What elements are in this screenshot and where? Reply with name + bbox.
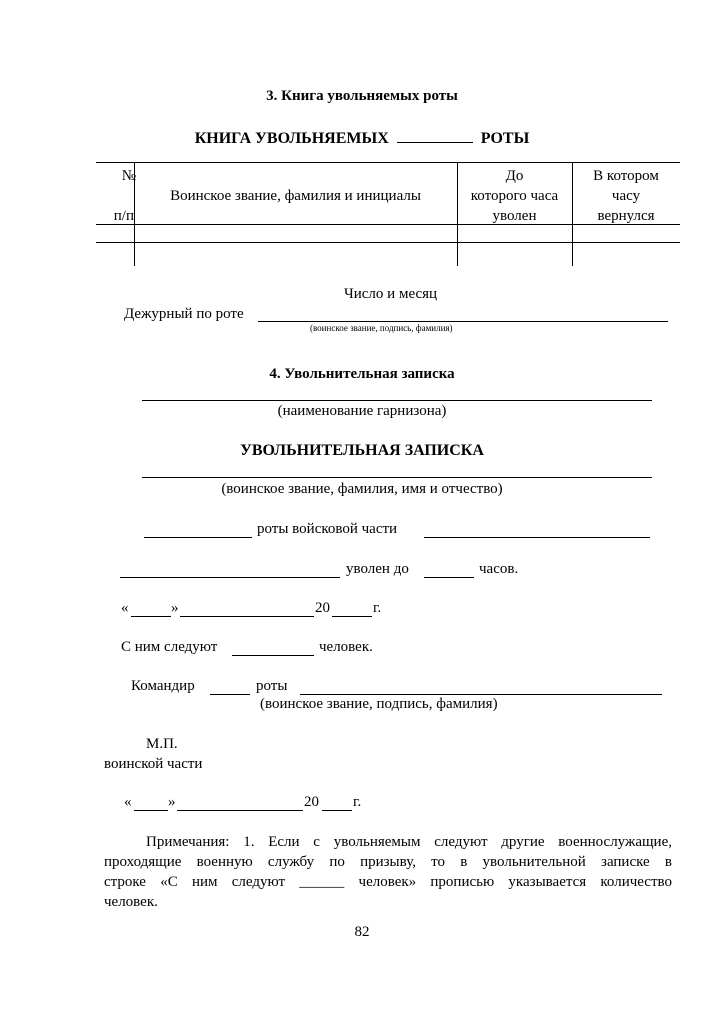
notes-line-3: строке «С ним следуют ______ человек» прописью указывается количество <box>104 874 672 890</box>
dismissal-book-table <box>96 162 680 266</box>
section-4-heading: 4. Увольнительная записка <box>269 366 455 382</box>
day2-blank <box>134 810 168 811</box>
duty-hint: (воинское звание, подпись, фамилия) <box>310 323 453 333</box>
table-rule <box>96 242 680 243</box>
hours-label: часов. <box>479 561 519 577</box>
day-blank <box>131 616 171 617</box>
col-until-header <box>457 166 572 226</box>
col-return-line1: В котором <box>593 168 659 184</box>
table-rule <box>96 162 680 163</box>
commander-hint: (воинское звание, подпись, фамилия) <box>260 696 498 712</box>
date2-close-quote: » <box>168 794 176 810</box>
followers-suffix: человек. <box>319 639 373 655</box>
col-until-line1: До <box>505 168 524 184</box>
col-return-line3: вернулся <box>597 208 655 224</box>
stamp-line-2: воинской части <box>104 756 203 772</box>
year-suffix: г. <box>373 600 382 616</box>
month-blank <box>180 616 314 617</box>
col-number-bottom: п/п <box>113 208 134 224</box>
book-title-blank <box>397 128 473 143</box>
commander-mid: роты <box>256 678 288 694</box>
col-name-header: Воинское звание, фамилия и инициалы <box>170 188 421 204</box>
unit-blank <box>424 537 650 538</box>
year2-blank <box>322 810 352 811</box>
person-line <box>142 477 652 478</box>
col-return-line2: часу <box>611 188 641 204</box>
person-hint: (воинское звание, фамилия, имя и отчество) <box>221 481 503 497</box>
garrison-hint: (наименование гарнизона) <box>277 403 447 419</box>
company-blank <box>144 537 252 538</box>
hours-blank <box>424 577 474 578</box>
page-number: 82 <box>354 924 370 940</box>
name-blank <box>120 577 340 578</box>
month2-blank <box>177 810 303 811</box>
garrison-line <box>142 400 652 401</box>
col-until-line2: которого часа <box>470 188 559 204</box>
notes-paragraph <box>104 832 672 912</box>
date-close-quote: » <box>171 600 179 616</box>
year-prefix: 20 <box>315 600 330 616</box>
followers-blank <box>232 655 314 656</box>
book-title <box>0 128 724 148</box>
notes-line-1: Примечания: 1. Если с увольняемым следуют другие военнослужащие, <box>146 834 672 850</box>
year2-prefix: 20 <box>304 794 319 810</box>
date2-open-quote: « <box>124 794 132 810</box>
commander-signature-line <box>300 694 662 695</box>
col-return-header <box>572 166 680 226</box>
stamp-line-1: М.П. <box>146 736 178 752</box>
commander-label: Командир <box>131 678 195 694</box>
notes-line-4: человек. <box>104 894 158 910</box>
duty-label: Дежурный по роте <box>124 306 244 322</box>
notes-line-2: проходящие военную службу по призыву, то в увольнительной записке в <box>104 854 672 870</box>
year2-suffix: г. <box>353 794 362 810</box>
book-title-right: РОТЫ <box>480 130 530 147</box>
year-blank <box>332 616 372 617</box>
date-label: Число и месяц <box>344 286 438 302</box>
col-number-top: № <box>121 168 136 184</box>
book-title-left: КНИГА УВОЛЬНЯЕМЫХ <box>194 130 389 147</box>
date-open-quote: « <box>121 600 129 616</box>
note-title: УВОЛЬНИТЕЛЬНАЯ ЗАПИСКА <box>240 442 484 459</box>
duty-signature-line <box>258 321 668 322</box>
dismissed-until-label: уволен до <box>346 561 409 577</box>
followers-prefix: С ним следуют <box>121 639 218 655</box>
col-until-line3: уволен <box>492 208 537 224</box>
unit-line-label: роты войсковой части <box>257 521 398 537</box>
section-3-heading: 3. Книга увольняемых роты <box>266 88 458 104</box>
commander-company-blank <box>210 694 250 695</box>
